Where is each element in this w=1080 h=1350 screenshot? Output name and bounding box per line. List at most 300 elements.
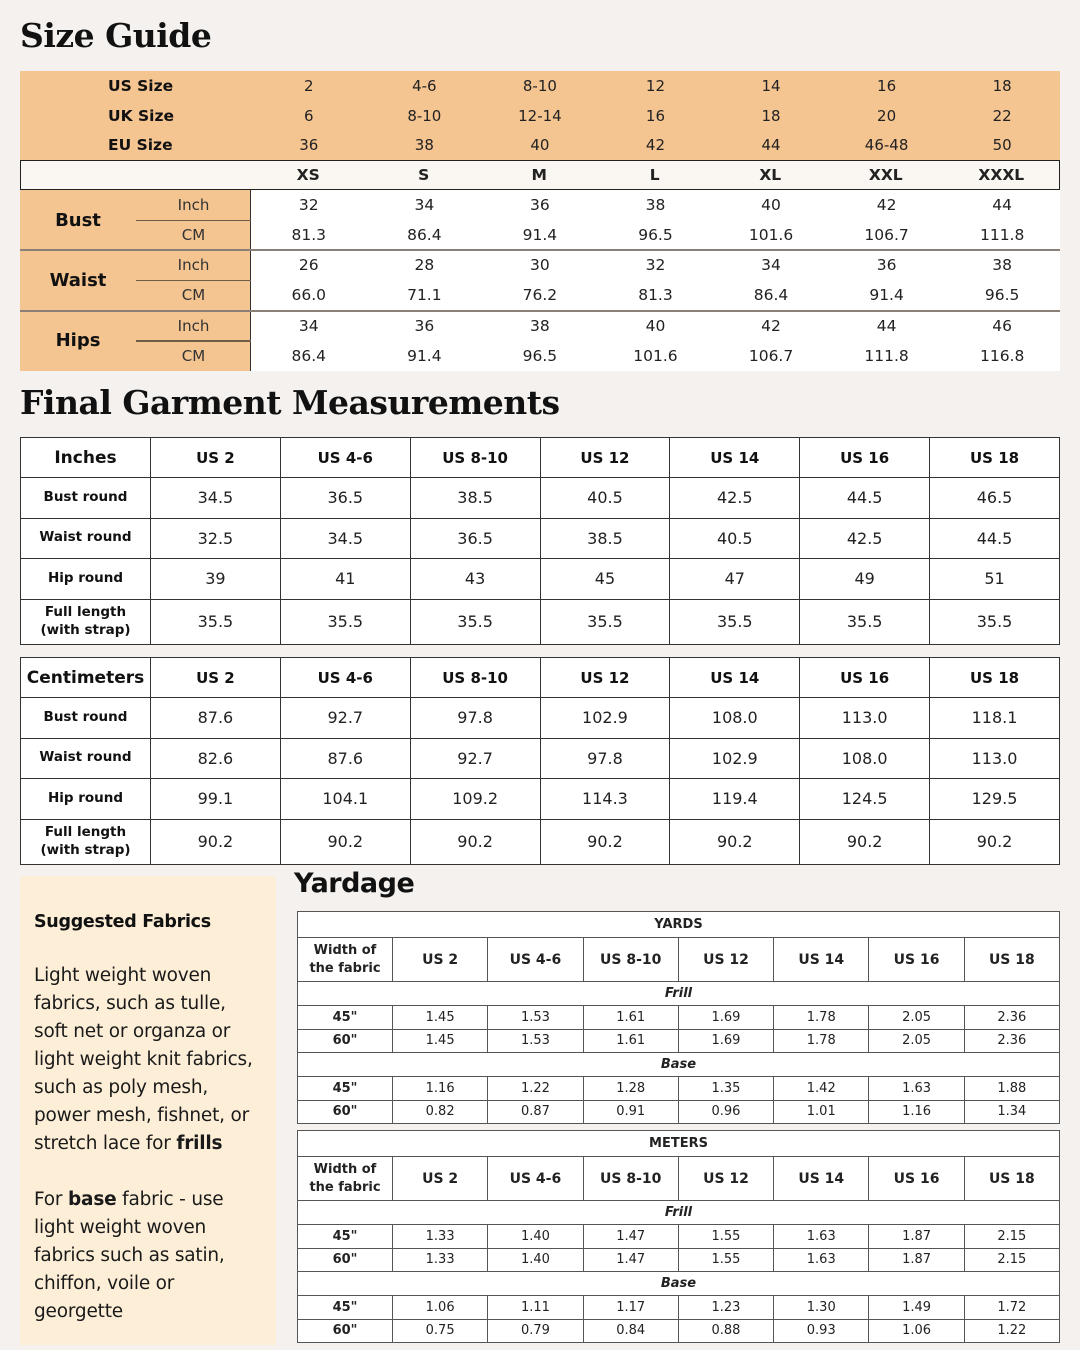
uk-size-cell: 8-10 [407, 107, 442, 125]
row-label-line2: (with strap) [40, 621, 131, 638]
value-cell: 1.53 [488, 1029, 583, 1053]
bust-inch-values [251, 190, 1060, 220]
value-cell: 92.7 [280, 698, 410, 739]
width-cell: 45" [298, 1077, 393, 1101]
value-cell: 1.22 [488, 1077, 583, 1101]
value-cell: 45 [540, 559, 670, 600]
value-cell: 97.8 [540, 738, 670, 779]
value-cell: 90.2 [540, 819, 670, 864]
value-cell: 26 [298, 256, 319, 275]
waist-inch-values [251, 250, 1060, 280]
value-cell: 38 [530, 316, 550, 335]
value-cell: 87.6 [280, 738, 410, 779]
unit-inch-label: Inch [177, 256, 210, 275]
value-cell: 40.5 [540, 478, 670, 519]
width-header-line2: the fabric [309, 1179, 381, 1195]
row-label: Hip round [21, 779, 151, 820]
width-cell: 60" [298, 1100, 393, 1124]
unit-cm-label: CM [181, 346, 206, 365]
table-row [298, 1248, 1060, 1272]
base-section-label: Base [298, 1053, 1060, 1077]
value-cell: 42.5 [800, 518, 930, 559]
us-size-label: US Size [108, 77, 174, 95]
letter-size-cell: XS [296, 166, 320, 184]
uk-size-cell: 18 [761, 107, 781, 125]
width-header [298, 938, 393, 982]
value-cell: 1.45 [393, 1006, 488, 1030]
value-cell: 46 [992, 316, 1013, 335]
value-cell: 116.8 [979, 346, 1025, 365]
row-label: Bust round [21, 478, 151, 519]
eu-size-cell: 44 [761, 136, 781, 154]
value-cell: 1.72 [964, 1296, 1059, 1320]
value-cell: 38 [992, 256, 1013, 275]
value-cell: 32 [298, 196, 319, 214]
row-label: Waist round [21, 738, 151, 779]
value-cell: 35.5 [151, 599, 281, 644]
size-header: US 8-10 [410, 438, 540, 478]
size-header: US 12 [540, 438, 670, 478]
us-size-cell: 12 [645, 77, 666, 95]
value-cell: 129.5 [930, 779, 1060, 820]
value-cell: 113.0 [800, 698, 930, 739]
table-row [21, 698, 1060, 739]
value-cell: 35.5 [670, 599, 800, 644]
value-cell: 44 [992, 196, 1013, 214]
table-row [298, 1225, 1060, 1249]
eu-size-label: EU Size [108, 136, 173, 154]
value-cell: 0.93 [774, 1319, 869, 1343]
value-cell: 34 [761, 256, 781, 275]
value-cell: 34.5 [280, 518, 410, 559]
width-header-line1: Width of [313, 1161, 377, 1177]
value-cell: 91.4 [407, 346, 442, 365]
header-row [21, 438, 1060, 478]
value-cell: 2.05 [869, 1029, 964, 1053]
value-cell: 1.06 [393, 1296, 488, 1320]
base-fabric-text [34, 1186, 262, 1326]
value-cell: 42.5 [670, 478, 800, 519]
value-cell: 28 [414, 256, 435, 275]
size-guide-table [20, 71, 1060, 365]
letter-size-cell: L [649, 166, 660, 184]
unit-inch-label: Inch [177, 196, 210, 214]
uk-size-cell: 6 [304, 107, 314, 125]
value-cell: 35.5 [280, 599, 410, 644]
value-cell: 108.0 [800, 738, 930, 779]
value-cell: 1.47 [583, 1225, 678, 1249]
value-cell: 43 [410, 559, 540, 600]
value-cell: 1.33 [393, 1225, 488, 1249]
value-cell: 1.16 [393, 1077, 488, 1101]
value-cell: 1.30 [774, 1296, 869, 1320]
width-cell: 60" [298, 1029, 393, 1053]
size-header: US 4-6 [280, 438, 410, 478]
header-row [298, 938, 1060, 982]
value-cell: 76.2 [522, 286, 558, 305]
value-cell: 90.2 [930, 819, 1060, 864]
frill-fabric-text [34, 962, 262, 1158]
value-cell: 1.17 [583, 1296, 678, 1320]
value-cell: 81.3 [638, 286, 673, 305]
base-fabric-prefix: For [34, 1189, 68, 1210]
value-cell: 1.63 [774, 1225, 869, 1249]
value-cell: 1.55 [678, 1225, 773, 1249]
value-cell: 81.3 [291, 226, 327, 244]
value-cell: 82.6 [151, 738, 281, 779]
value-cell: 1.63 [869, 1077, 964, 1101]
value-cell: 44.5 [800, 478, 930, 519]
value-cell: 0.96 [678, 1100, 773, 1124]
value-cell: 1.28 [583, 1077, 678, 1101]
base-fabric-body: fabric - use light weight woven fabrics such as satin, chiffon, voile or georgette [34, 1189, 225, 1322]
uk-size-cell: 16 [645, 107, 666, 125]
uk-size-label: UK Size [108, 107, 175, 125]
value-cell: 1.78 [774, 1006, 869, 1030]
width-header-line1: Width of [313, 942, 377, 958]
uk-size-cell: 12-14 [518, 107, 562, 125]
value-cell: 2.15 [964, 1225, 1059, 1249]
value-cell: 34.5 [151, 478, 281, 519]
value-cell: 0.88 [678, 1319, 773, 1343]
width-header [298, 1157, 393, 1201]
table-row [21, 559, 1060, 600]
row-label-line2: (with strap) [40, 841, 131, 858]
yardage-title: Yardage [294, 868, 415, 899]
size-header: US 14 [670, 438, 800, 478]
value-cell: 0.84 [583, 1319, 678, 1343]
value-cell: 114.3 [540, 779, 670, 820]
value-cell: 1.35 [678, 1077, 773, 1101]
us-size-cell: 2 [304, 77, 314, 95]
value-cell: 1.55 [678, 1248, 773, 1272]
value-cell: 38 [645, 196, 666, 214]
value-cell: 0.75 [393, 1319, 488, 1343]
value-cell: 46.5 [930, 478, 1060, 519]
size-header: US 2 [393, 1157, 488, 1201]
eu-size-cell: 40 [530, 136, 550, 154]
eu-size-cell: 46-48 [864, 136, 909, 154]
value-cell: 1.16 [869, 1100, 964, 1124]
us-size-row [20, 71, 1060, 101]
size-header: US 16 [800, 438, 930, 478]
value-cell: 42 [761, 316, 781, 335]
value-cell: 87.6 [151, 698, 281, 739]
us-size-cell: 14 [761, 77, 781, 95]
value-cell: 0.82 [393, 1100, 488, 1124]
row-label: Hip round [21, 559, 151, 600]
value-cell: 47 [670, 559, 800, 600]
value-cell: 101.6 [633, 346, 678, 365]
final-garment-title: Final Garment Measurements [20, 383, 560, 422]
value-cell: 102.9 [670, 738, 800, 779]
value-cell: 1.33 [393, 1248, 488, 1272]
value-cell: 51 [930, 559, 1060, 600]
value-cell: 38.5 [410, 478, 540, 519]
value-cell: 34 [298, 316, 319, 335]
unit-header: Inches [21, 438, 151, 478]
value-cell: 106.7 [748, 346, 794, 365]
waist-cm-values [251, 280, 1060, 310]
value-cell: 1.45 [393, 1029, 488, 1053]
value-cell: 32 [645, 256, 666, 275]
uk-size-row [20, 101, 1060, 131]
value-cell: 44.5 [930, 518, 1060, 559]
body-measurements [20, 190, 1060, 371]
table-row [21, 518, 1060, 559]
us-size-cell: 4-6 [412, 77, 437, 95]
size-header: US 2 [151, 658, 281, 698]
waist-label: Waist [49, 269, 107, 291]
value-cell: 90.2 [670, 819, 800, 864]
value-cell: 86.4 [753, 286, 789, 305]
value-cell: 1.61 [583, 1029, 678, 1053]
us-size-cell: 16 [877, 77, 897, 95]
table-row [21, 819, 1060, 864]
meters-caption: METERS [298, 1131, 1060, 1157]
value-cell: 111.8 [979, 226, 1025, 244]
value-cell: 90.2 [280, 819, 410, 864]
value-cell: 1.49 [869, 1296, 964, 1320]
unit-cm-label: CM [181, 226, 206, 244]
us-size-cell: 18 [992, 77, 1012, 95]
yardage-yards-table [297, 911, 1060, 1124]
value-cell: 44 [876, 316, 897, 335]
value-cell: 124.5 [800, 779, 930, 820]
value-cell: 2.05 [869, 1006, 964, 1030]
width-header-line2: the fabric [309, 960, 381, 976]
value-cell: 96.5 [638, 226, 673, 244]
bust-group [20, 190, 1060, 250]
table-row [21, 779, 1060, 820]
value-cell: 1.69 [678, 1006, 773, 1030]
value-cell: 99.1 [151, 779, 281, 820]
size-header: US 16 [869, 938, 964, 982]
value-cell: 1.63 [774, 1248, 869, 1272]
size-header: US 18 [930, 438, 1060, 478]
value-cell: 36.5 [280, 478, 410, 519]
letter-size-cell: XXXL [978, 166, 1025, 184]
value-cell: 106.7 [864, 226, 909, 244]
value-cell: 1.61 [583, 1006, 678, 1030]
suggested-fabrics-panel [20, 876, 276, 1345]
size-header: US 18 [930, 658, 1060, 698]
table-row [298, 1029, 1060, 1053]
table-row [298, 1319, 1060, 1343]
letter-size-cell: XL [759, 166, 782, 184]
eu-size-cell: 36 [299, 136, 319, 154]
value-cell: 91.4 [522, 226, 558, 244]
table-row [298, 1077, 1060, 1101]
frill-section-label: Frill [298, 982, 1060, 1006]
eu-size-row [20, 130, 1060, 160]
value-cell: 1.06 [869, 1319, 964, 1343]
value-cell: 1.40 [488, 1225, 583, 1249]
value-cell: 86.4 [291, 346, 327, 365]
value-cell: 1.87 [869, 1225, 964, 1249]
header-row [21, 658, 1060, 698]
size-header: US 2 [393, 938, 488, 982]
value-cell: 0.91 [583, 1100, 678, 1124]
value-cell: 90.2 [800, 819, 930, 864]
letter-size-cell: M [531, 166, 547, 184]
suggested-fabrics-heading: Suggested Fabrics [34, 912, 211, 932]
frill-fabric-body: Light weight woven fabrics, such as tulle, soft net or organza or light weight knit fabrics, such as poly mesh, power mesh, fishnet, or stretch lace for [34, 965, 253, 1154]
value-cell: 36.5 [410, 518, 540, 559]
us-size-cell: 8-10 [522, 77, 557, 95]
value-cell: 111.8 [864, 346, 909, 365]
frills-emphasis: frills [176, 1133, 223, 1154]
row-label [21, 819, 151, 864]
value-cell: 0.87 [488, 1100, 583, 1124]
base-emphasis: base [68, 1189, 117, 1210]
value-cell: 1.22 [964, 1319, 1059, 1343]
letter-size-cell: XXL [868, 166, 903, 184]
value-cell: 39 [151, 559, 281, 600]
value-cell: 36 [876, 256, 897, 275]
value-cell: 42 [876, 196, 897, 214]
table-row [298, 1296, 1060, 1320]
value-cell: 1.34 [964, 1100, 1059, 1124]
final-garment-centimeters-table [20, 657, 1060, 865]
value-cell: 1.47 [583, 1248, 678, 1272]
letter-size-cell: S [418, 166, 430, 184]
row-label-line1: Full length [44, 603, 127, 620]
hips-inch-values [251, 311, 1060, 341]
base-section-label: Base [298, 1272, 1060, 1296]
value-cell: 41 [280, 559, 410, 600]
value-cell: 71.1 [407, 286, 442, 305]
value-cell: 1.88 [964, 1077, 1059, 1101]
value-cell: 102.9 [540, 698, 670, 739]
value-cell: 35.5 [410, 599, 540, 644]
size-header: US 8-10 [583, 1157, 678, 1201]
size-header: US 4-6 [280, 658, 410, 698]
value-cell: 90.2 [151, 819, 281, 864]
size-header: US 14 [670, 658, 800, 698]
value-cell: 101.6 [748, 226, 794, 244]
size-header: US 2 [151, 438, 281, 478]
value-cell: 40 [761, 196, 781, 214]
value-cell: 2.15 [964, 1248, 1059, 1272]
value-cell: 35.5 [540, 599, 670, 644]
unit-header: Centimeters [21, 658, 151, 698]
value-cell: 1.11 [488, 1296, 583, 1320]
size-header: US 14 [774, 938, 869, 982]
row-label-line1: Full length [44, 823, 127, 840]
value-cell: 38.5 [540, 518, 670, 559]
unit-cm-label: CM [181, 286, 206, 305]
value-cell: 1.87 [869, 1248, 964, 1272]
value-cell: 90.2 [410, 819, 540, 864]
value-cell: 40 [645, 316, 666, 335]
uk-size-cell: 22 [992, 107, 1012, 125]
value-cell: 36 [530, 196, 550, 214]
value-cell: 49 [800, 559, 930, 600]
value-cell: 34 [414, 196, 435, 214]
eu-size-cell: 50 [992, 136, 1012, 154]
value-cell: 96.5 [984, 286, 1020, 305]
value-cell: 97.8 [410, 698, 540, 739]
size-header: US 18 [964, 1157, 1059, 1201]
row-label: Bust round [21, 698, 151, 739]
width-cell: 45" [298, 1296, 393, 1320]
size-header: US 8-10 [583, 938, 678, 982]
value-cell: 108.0 [670, 698, 800, 739]
value-cell: 2.36 [964, 1006, 1059, 1030]
value-cell: 91.4 [869, 286, 904, 305]
eu-size-cell: 42 [645, 136, 666, 154]
table-row [21, 599, 1060, 644]
value-cell: 0.79 [488, 1319, 583, 1343]
value-cell: 119.4 [670, 779, 800, 820]
value-cell: 40.5 [670, 518, 800, 559]
value-cell: 35.5 [930, 599, 1060, 644]
value-cell: 2.36 [964, 1029, 1059, 1053]
value-cell: 113.0 [930, 738, 1060, 779]
width-cell: 45" [298, 1006, 393, 1030]
size-header: US 4-6 [488, 938, 583, 982]
value-cell: 1.23 [678, 1296, 773, 1320]
hips-group [20, 311, 1060, 371]
value-cell: 30 [530, 256, 550, 275]
value-cell: 66.0 [291, 286, 327, 305]
size-header: US 12 [678, 1157, 773, 1201]
hips-label: Hips [55, 330, 101, 352]
table-row [21, 738, 1060, 779]
waist-group [20, 250, 1060, 310]
size-header: US 4-6 [488, 1157, 583, 1201]
value-cell: 118.1 [930, 698, 1060, 739]
value-cell: 104.1 [280, 779, 410, 820]
row-label [21, 599, 151, 644]
bust-cm-values [251, 220, 1060, 250]
value-cell: 36 [414, 316, 435, 335]
value-cell: 32.5 [151, 518, 281, 559]
value-cell: 86.4 [407, 226, 442, 244]
value-cell: 35.5 [800, 599, 930, 644]
hips-cm-values [251, 341, 1060, 371]
unit-inch-label: Inch [177, 316, 210, 335]
value-cell: 1.53 [488, 1006, 583, 1030]
table-row [298, 1006, 1060, 1030]
table-row [21, 478, 1060, 519]
value-cell: 92.7 [410, 738, 540, 779]
table-row [298, 1100, 1060, 1124]
value-cell: 109.2 [410, 779, 540, 820]
value-cell: 1.40 [488, 1248, 583, 1272]
bust-label: Bust [55, 209, 101, 231]
yardage-meters-table [297, 1130, 1060, 1343]
value-cell: 1.78 [774, 1029, 869, 1053]
width-cell: 60" [298, 1248, 393, 1272]
eu-size-cell: 38 [414, 136, 434, 154]
uk-size-cell: 20 [877, 107, 897, 125]
width-cell: 60" [298, 1319, 393, 1343]
size-header: US 16 [800, 658, 930, 698]
final-garment-inches-table [20, 437, 1060, 645]
value-cell: 96.5 [522, 346, 558, 365]
value-cell: 1.69 [678, 1029, 773, 1053]
frill-section-label: Frill [298, 1201, 1060, 1225]
header-row [298, 1157, 1060, 1201]
size-header: US 14 [774, 1157, 869, 1201]
size-guide-title: Size Guide [20, 16, 212, 55]
size-header: US 8-10 [410, 658, 540, 698]
row-label: Waist round [21, 518, 151, 559]
size-conversion-header [20, 71, 1060, 160]
value-cell: 1.01 [774, 1100, 869, 1124]
